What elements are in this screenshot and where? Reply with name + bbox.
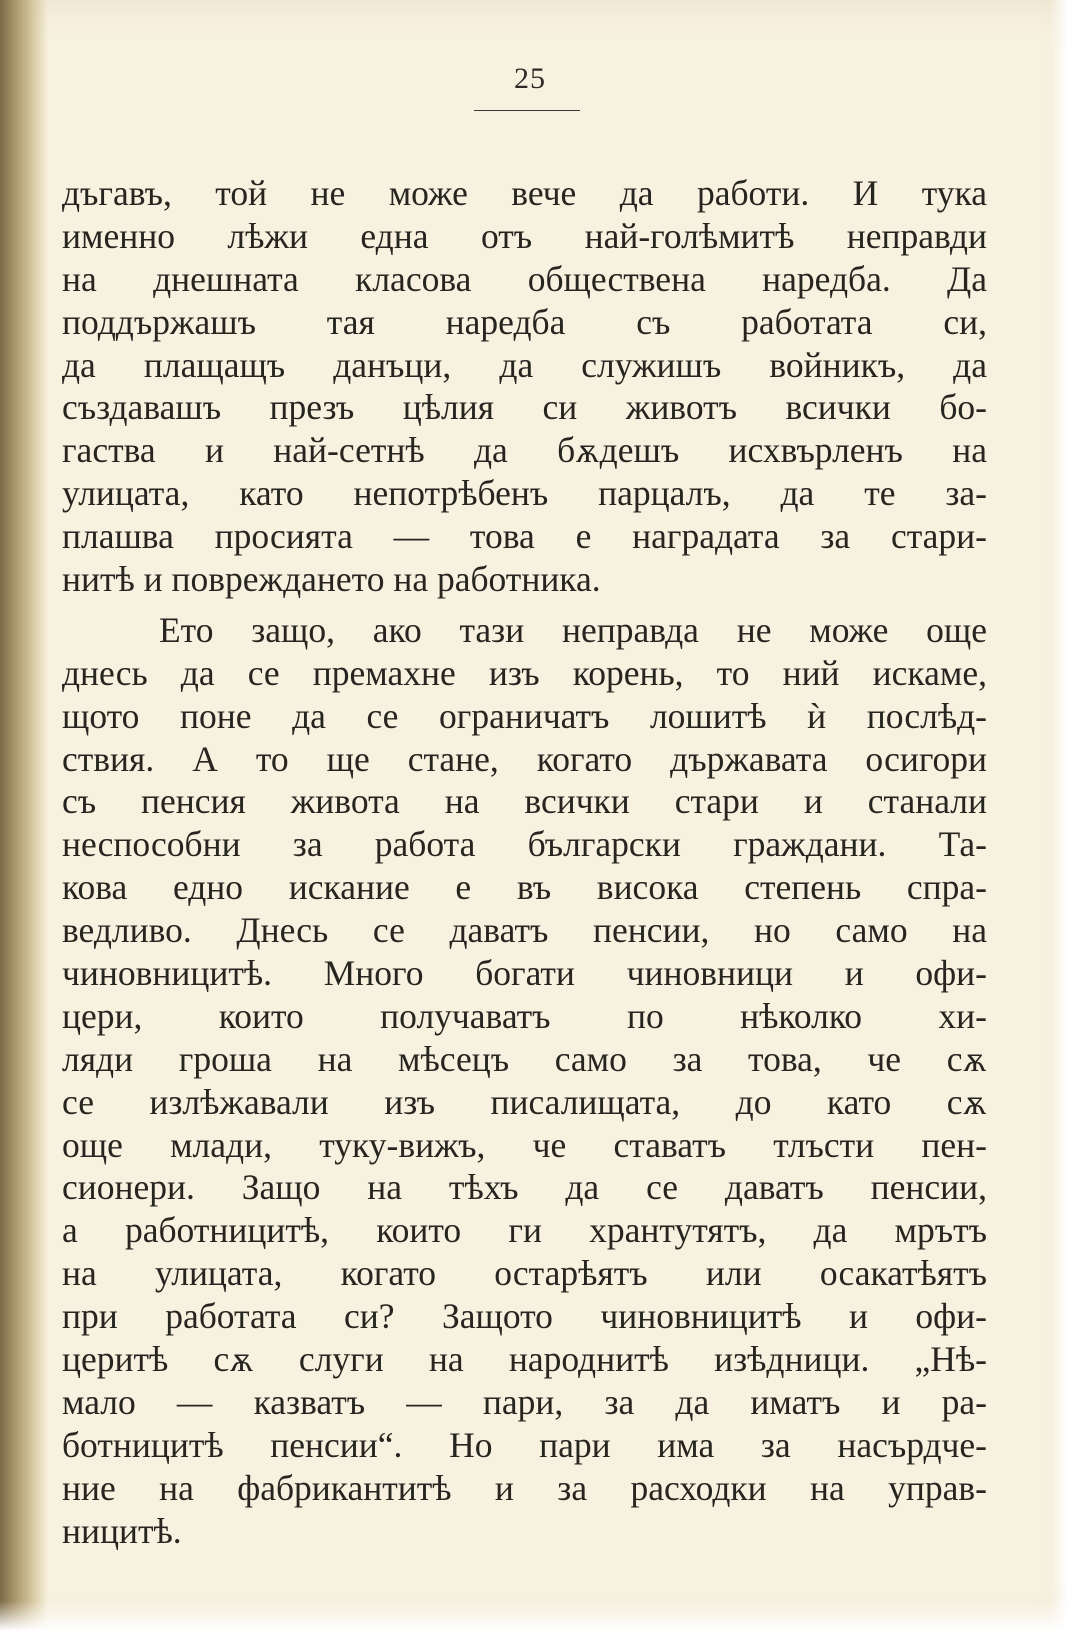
text-line: създавашъ презъ цѣлия си животъ всички бо- [62,387,987,428]
text-line: се излѣжавали изъ писалищата, до като сѫ [62,1081,987,1122]
text-line: мало — казватъ — пари, за да иматъ и ра- [62,1381,987,1422]
page-number-rule [474,110,580,111]
text-line: сионери. Защо на тѣхъ да се даватъ пенсии, [62,1167,987,1208]
text-line: ведливо. Днесь се даватъ пенсии, но само на [62,910,987,951]
binding-shadow [0,0,48,1631]
text-line: на днешната класова обществена наредба. Да [62,258,987,299]
text-line: поддържашъ тая наредба съ работата си, [62,301,987,342]
text-line: да плащащъ данъци, да служишъ войникъ, да [62,344,987,385]
body-text [62,172,987,1553]
text-line: нитѣ и повреждането на работника. [62,559,601,600]
text-line: Ето защо, ако тази неправда не може още [159,609,987,650]
text-line: ницитѣ. [62,1510,182,1551]
text-line: на улицата, когато остарѣятъ или осакатѣятъ [62,1253,987,1294]
text-line: гаства и най-сетнѣ да бѫдешъ исхвърленъ на [62,430,987,471]
text-line: улицата, като непотрѣбенъ парцалъ, да те за- [62,473,987,514]
text-line: именно лѣжи една отъ най-голѣмитѣ неправди [62,215,987,256]
text-line: плашва просията — това е наградата за стари- [62,516,987,557]
text-line: днесь да се премахне изъ корень, то ний искаме, [62,652,987,693]
paragraph-1 [62,172,987,601]
text-line: дъгавъ, той не може вече да работи. И тука [62,173,987,213]
text-line: щото поне да се ограничатъ лошитѣ ѝ послѣд- [62,695,987,736]
page-edge-bottom [0,1601,1080,1631]
text-line: цери, които получаватъ по нѣколко хи- [62,995,987,1036]
paragraph-2 [62,609,987,1553]
text-line: съ пенсия живота на всички стари и станали [62,781,987,822]
text-line: ляди гроша на мѣсецъ само за това, че сѫ [62,1038,987,1079]
text-line: ние на фабрикантитѣ и за расходки на управ- [62,1467,987,1508]
paragraph-gap [62,601,987,609]
text-line: още млади, туку-вижъ, че ставатъ тлъсти пен- [62,1124,987,1165]
page-edge-right [1050,0,1080,1631]
text-line: неспособни за работа български граждани. Та- [62,824,987,865]
text-line: ботницитѣ пенсии“. Но пари има за насърдче- [62,1424,987,1465]
text-line: кова едно искание е въ висока степень спра- [62,867,987,908]
page-number: 25 [514,62,546,95]
text-line: церитѣ сѫ слуги на народнитѣ изѣдници. „Нѣ- [62,1339,987,1380]
text-line: а работницитѣ, които ги хрантутятъ, да мрътъ [62,1210,987,1251]
text-line: чиновницитѣ. Много богати чиновници и офи- [62,953,987,994]
text-line: при работата си? Защото чиновницитѣ и офи- [62,1296,987,1337]
text-line: ствия. А то ще стане, когато държавата осигори [62,738,987,779]
